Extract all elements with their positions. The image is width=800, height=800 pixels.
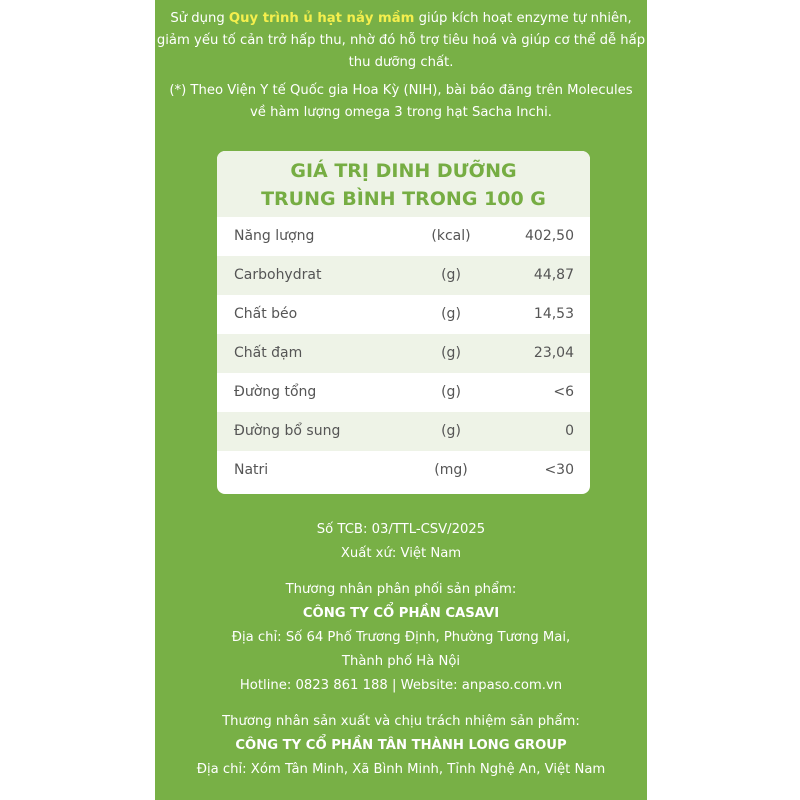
distributor-name: CÔNG TY CỔ PHẦN CASAVI	[302, 606, 500, 621]
nutrient-name: Natri	[234, 462, 269, 478]
nutrient-value: 402,50	[525, 228, 574, 244]
origin: Xuất xứ: Việt Nam	[340, 546, 462, 561]
nutrition-row-fat	[217, 295, 590, 334]
nutrient-value: <30	[544, 462, 574, 478]
nutrient-value: 0	[565, 423, 574, 439]
nutrient-unit: (g)	[441, 267, 461, 283]
nutrition-title	[217, 151, 590, 217]
nutrient-unit: (g)	[441, 423, 461, 439]
nutrition-title-line-2: TRUNG BÌNH TRONG 100 G	[261, 188, 546, 210]
producer-name: CÔNG TY CỔ PHẦN TÂN THÀNH LONG GROUP	[235, 738, 567, 753]
nutrition-row-protein	[217, 334, 590, 373]
company-info	[155, 518, 647, 782]
nutrition-title-line-1: GIÁ TRỊ DINH DƯỠNG	[290, 160, 517, 182]
distributor-label: Thương nhân phân phối sản phẩm:	[285, 582, 517, 597]
intro-paragraph	[155, 8, 647, 74]
nutrition-row-energy	[217, 217, 590, 256]
nutrient-value: 23,04	[533, 345, 574, 361]
nutrient-name: Năng lượng	[234, 228, 315, 244]
distributor-address-line-2: Thành phố Hà Nội	[341, 654, 461, 669]
intro-suffix: giúp kích hoạt enzyme tự nhiên, giảm yếu tố cản trở hấp thu, nhờ đó hỗ trợ tiêu hoá và giúp cơ thể dễ hấp thu dưỡng chất.	[156, 11, 646, 70]
nutrition-table	[217, 151, 590, 494]
nutrient-value: <6	[553, 384, 574, 400]
nutrient-name: Đường tổng	[234, 384, 317, 400]
nutrient-unit: (g)	[441, 345, 461, 361]
nutrient-unit: (g)	[441, 306, 461, 322]
source-note-line-2: về hàm lượng omega 3 trong hạt Sacha Inchi.	[250, 105, 552, 120]
nutrient-unit: (g)	[441, 384, 461, 400]
source-note	[155, 80, 647, 124]
nutrition-row-carbohydrate	[217, 256, 590, 295]
registration-number: Số TCB: 03/TTL-CSV/2025	[316, 522, 486, 537]
distributor-address-line-1: Địa chỉ: Số 64 Phố Trương Định, Phường Tương Mai,	[231, 630, 571, 645]
nutrition-row-total-sugar	[217, 373, 590, 412]
contact-info: Hotline: 0823 861 188 | Website: anpaso.com.vn	[239, 678, 563, 693]
nutrition-row-added-sugar	[217, 412, 590, 451]
nutrient-name: Chất béo	[234, 306, 298, 322]
producer-label: Thương nhân sản xuất và chịu trách nhiệm sản phẩm:	[222, 714, 580, 729]
nutrient-unit: (kcal)	[431, 228, 471, 244]
nutrient-unit: (mg)	[434, 462, 468, 478]
nutrient-name: Đường bổ sung	[234, 423, 341, 439]
nutrition-row-sodium	[217, 451, 590, 490]
producer-address: Địa chỉ: Xóm Tân Minh, Xã Bình Minh, Tỉnh Nghệ An, Việt Nam	[196, 762, 606, 777]
product-info-panel	[155, 0, 647, 800]
nutrient-value: 44,87	[533, 267, 574, 283]
source-note-line-1: (*) Theo Viện Y tế Quốc gia Hoa Kỳ (NIH), bài báo đăng trên Molecules	[169, 83, 633, 98]
nutrient-name: Chất đạm	[234, 345, 303, 361]
intro-highlight: Quy trình ủ hạt nảy mầm	[228, 11, 415, 26]
nutrient-value: 14,53	[533, 306, 574, 322]
intro-prefix: Sử dụng	[170, 11, 229, 26]
nutrient-name: Carbohydrat	[234, 267, 322, 283]
